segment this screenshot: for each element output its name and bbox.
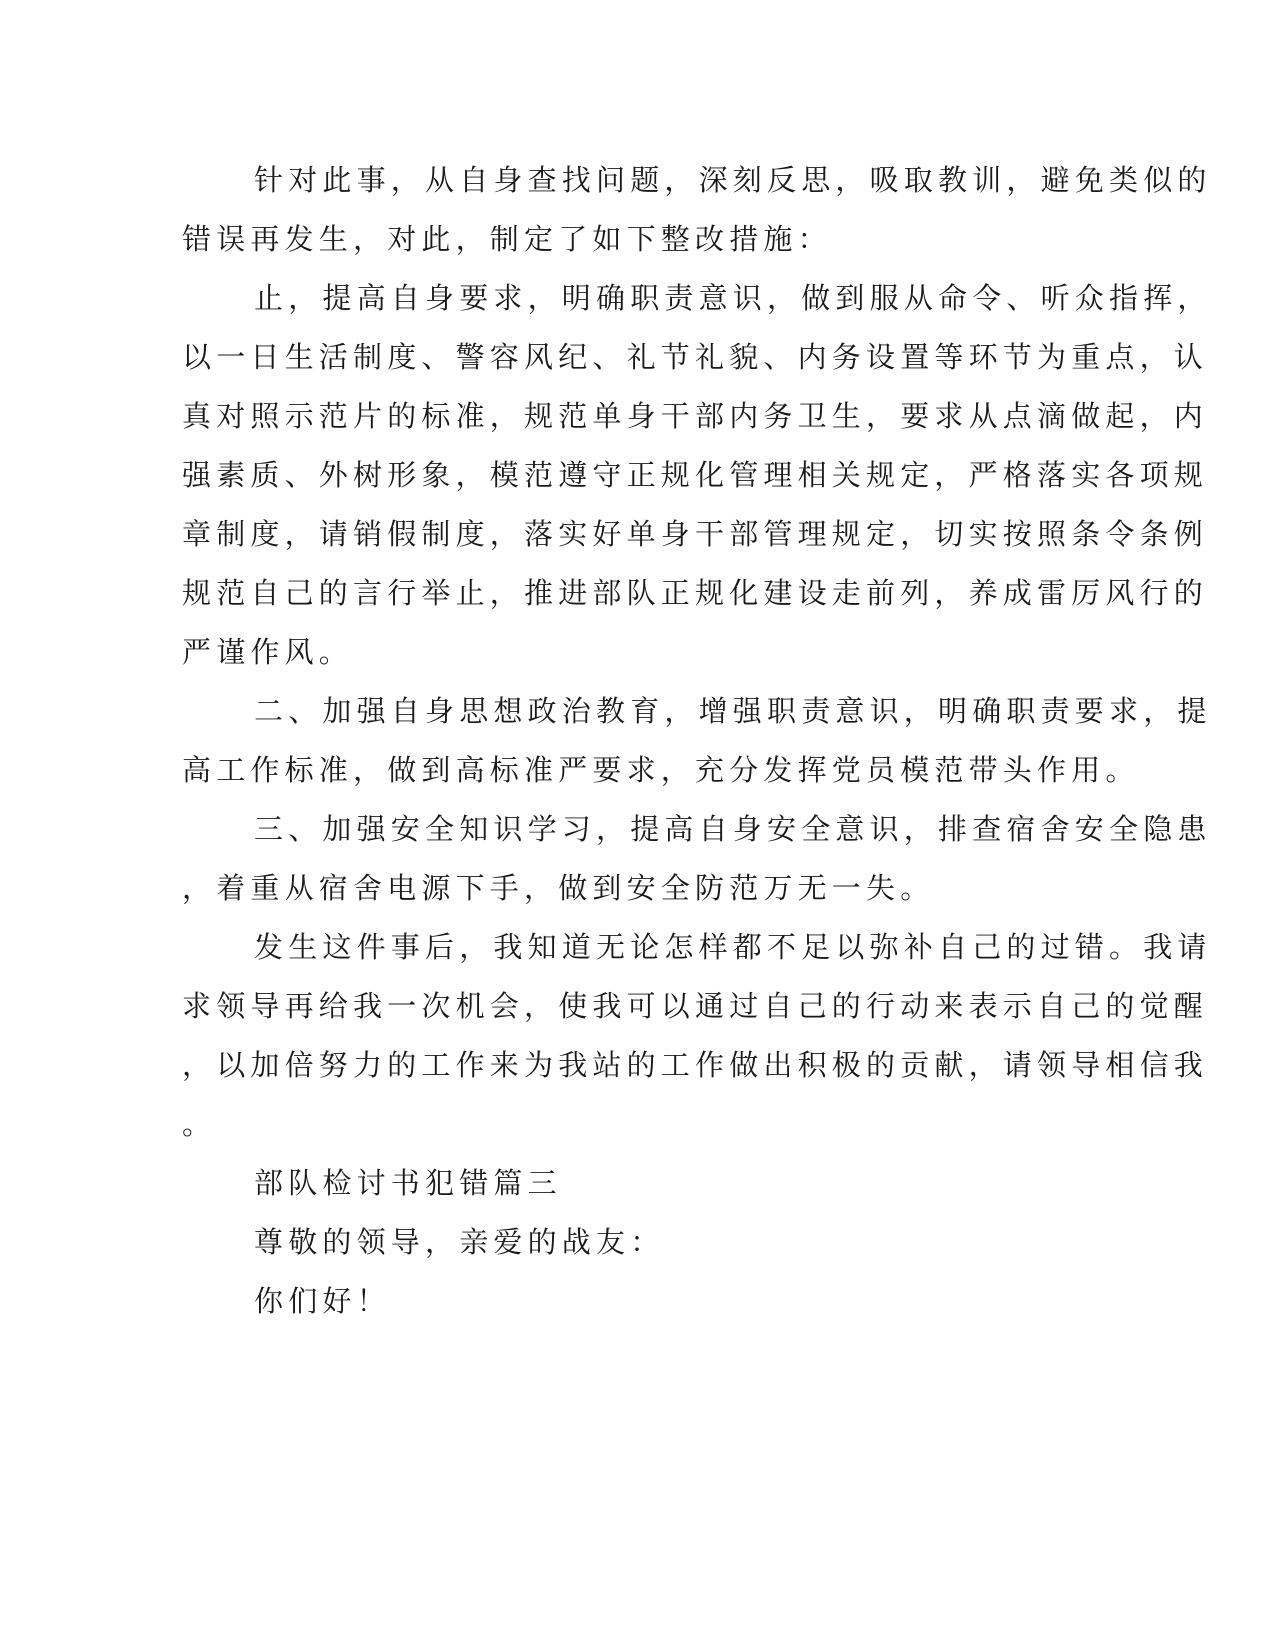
section-heading: 部队检讨书犯错篇三 <box>254 1166 562 1200</box>
paragraph-4-line-1: 三、加强安全知识学习，提高自身安全意识，排查宿舍安全隐患 <box>254 812 1212 846</box>
paragraph-2-line-6: 规范自己的言行举止，推进部队正规化建设走前列，养成雷厉风行的 <box>182 576 1209 610</box>
paragraph-5-line-1: 发生这件事后，我知道无论怎样都不足以弥补自己的过错。我请 <box>254 930 1212 964</box>
paragraph-2-line-3: 真对照示范片的标准，规范单身干部内务卫生，要求从点滴做起，内 <box>182 399 1209 433</box>
paragraph-1-line-2: 错误再发生，对此，制定了如下整改措施： <box>182 222 832 256</box>
paragraph-4-line-2: ，着重从宿舍电源下手，做到安全防范万无一失。 <box>182 871 935 905</box>
paragraph-3-line-1: 二、加强自身思想政治教育，增强职责意识，明确职责要求，提 <box>254 694 1212 728</box>
paragraph-5-line-3: ，以加倍努力的工作来为我站的工作做出积极的贡献，请领导相信我 <box>182 1048 1209 1082</box>
paragraph-3-line-2: 高工作标准，做到高标准严要求，充分发挥党员模范带头作用。 <box>182 753 1140 787</box>
paragraph-2-line-2: 以一日生活制度、警容风纪、礼节礼貌、内务设置等环节为重点，认 <box>182 340 1209 374</box>
paragraph-1-line-1: 针对此事，从自身查找问题，深刻反思，吸取教训，避免类似的 <box>254 163 1212 197</box>
paragraph-2-line-5: 章制度，请销假制度，落实好单身干部管理规定，切实按照条令条例 <box>182 517 1209 551</box>
paragraph-2-line-7: 严谨作风。 <box>182 635 354 669</box>
paragraph-2-line-4: 强素质、外树形象，模范遵守正规化管理相关规定，严格落实各项规 <box>182 458 1209 492</box>
salutation-line: 尊敬的领导，亲爱的战友： <box>254 1225 665 1259</box>
paragraph-5-line-2: 求领导再给我一次机会，使我可以通过自己的行动来表示自己的觉醒 <box>182 989 1209 1023</box>
paragraph-2-line-1: 止，提高自身要求，明确职责意识，做到服从命令、听众指挥， <box>254 281 1212 315</box>
greeting-line: 你们好！ <box>254 1284 391 1318</box>
paragraph-5-line-4: 。 <box>182 1107 217 1141</box>
